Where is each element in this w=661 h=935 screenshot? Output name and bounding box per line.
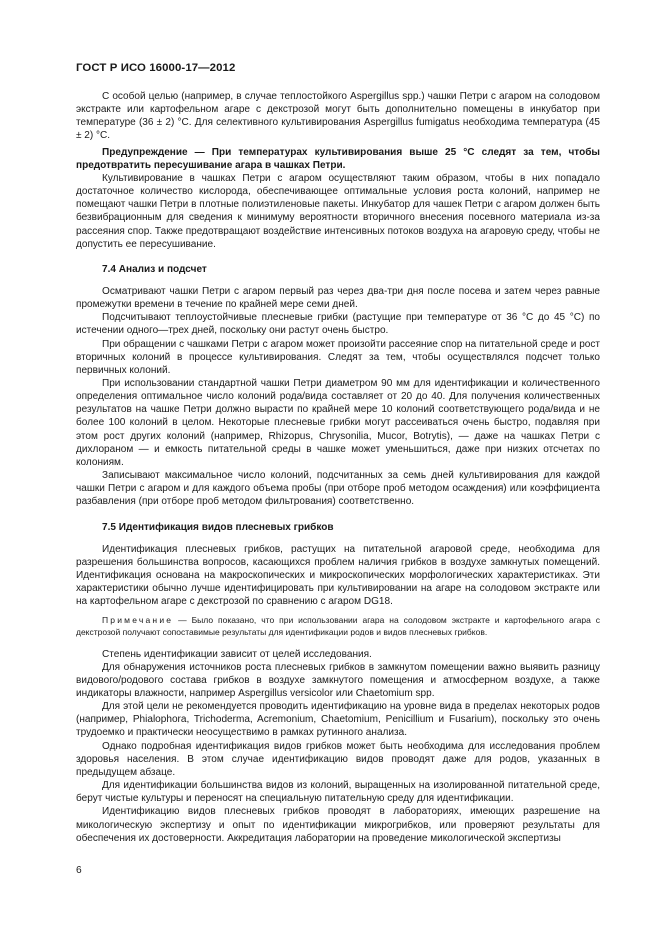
note-paragraph xyxy=(76,615,600,638)
paragraph-7-4-2: Подсчитывают теплоустойчивые плесневые грибки (растущие при температуре от 36 °С до 45 °С) по истечении одного—трех дней, поскольку они растут очень быстро. xyxy=(76,312,600,337)
paragraph-7-5-intro: Идентификация плесневых грибков, растущих на питательной агаровой среде, необходима для разрешения большинства вопросов, касающихся проблем наличия грибков в воздухе замкнутых помещений. Идентификация основана на макроскопических и микроскопических морфологических характеристиках. Эти характеристики обычно лучше идентифицировать при культивировании на агаре на солодовом экстракте или на картофельном агаре с декстрозой по сравнению с агаром DG18. xyxy=(76,543,600,608)
paragraph-7-4-3: При обращении с чашками Петри с агаром может произойти рассеяние спор на питательной среде и рост вторичных колоний в процессе культивирования. Следят за тем, чтобы осуществлялся подсчет только первичных колоний. xyxy=(76,338,600,376)
warning-paragraph: Предупреждение — При температурах культивирования выше 25 °С следят за тем, чтобы предотвратить пересушивание агара в чашках Петри. xyxy=(76,146,600,171)
paragraph-7-5-3: Для этой цели не рекомендуется проводить идентификацию на уровне вида в пределах некоторых родов (например, Phialophora, Trichoderma, Acremonium, Chaetomium, Penicillium и Fusarium), поскольку это очень трудоемко и практически неосуществимо в рамках рутинного анализа. xyxy=(76,701,600,739)
section-7-4-heading: 7.4 Анализ и подсчет xyxy=(102,263,207,275)
paragraph-special-purpose: С особой целью (например, в случае теплостойкого Aspergillus spp.) чашки Петри с агаром на солодовом экстракте или картофельном агаре с декстрозой могут быть дополнительно помещены в инкубатор при температуре (36 ± 2) °С. Для селективного культивирования Aspergillus fumigatus необходима температура (45 ± 2) °С. xyxy=(76,91,600,142)
paragraph-7-4-5: Записывают максимальное число колоний, подсчитанных за семь дней культивирования для каждой чашки Петри с агаром и для каждого объема пробы (при отборе проб методом осаждения) или коэффициента разбавления (при отборе проб методом фильтрования) соответственно. xyxy=(76,470,600,508)
paragraph-7-4-4: При использовании стандартной чашки Петри диаметром 90 мм для идентификации и количественного определения оптимальное число колоний рода/вида составляет от 20 до 40. Для получения количественных результатов на чашке Петри должно вырасти по крайней мере 10 колоний соответствующего рода/вида и не более 100 колоний в целом. Некоторые плесневые грибки могут рассеиваться очень быстро, подавляя при этом рост других колоний (например, Rhizopus, Chrysonilia, Mucor, Botrytis), — даже на чашках Петри с дихлораном — и емкость питательной среды в чашке может уменьшиться, даже при низких отсчетах по колониям. xyxy=(76,377,600,468)
paragraph-7-5-4: Однако подробная идентификация видов грибков может быть необходима для исследования проблем здоровья населения. В этом случае идентификацию видов проводят даже для родов, указанных в предыдущем абзаце. xyxy=(76,740,600,778)
paragraph-7-5-5: Для идентификации большинства видов из колоний, выращенных на изолированной питательной среде, берут чистые культуры и переносят на специальную питательную среду для идентификации. xyxy=(76,780,600,805)
document-header: ГОСТ Р ИСО 16000-17—2012 xyxy=(76,62,236,74)
document-body xyxy=(76,90,600,845)
note-text: — Было показано, что при использовании агара на солодовом экстракте и картофельного агара с декстрозой получают сопоставимые результаты для идентификации родов и видов плесневых грибков. xyxy=(76,615,600,637)
note-label: Примечание xyxy=(102,615,174,626)
paragraph-7-5-6: Идентификацию видов плесневых грибков проводят в лабораториях, имеющих разрешение на микологическую экспертизу и опыт по идентификации микрогрибков, или проверяют результаты для обеспечения их достоверности. Аккредитация лаборатории на проведение микологической экспертизы xyxy=(76,806,600,844)
paragraph-cultivation: Культивирование в чашках Петри с агаром осуществляют таким образом, чтобы в них попадало достаточное количество кислорода, обеспечивающее оптимальные условия роста колоний, например не помещают чашки Петри в плотные полиэтиленовые пакеты. Инкубатор для чашек Петри с агаром должен быть безвибрационным для сведения к минимуму вероятности вторичного внесения посевного материала из-за рассеяния спор. Также предотвращают воздействие интенсивных потоков воздуха на агаровую среду, чтобы не допустить ее пересушивание. xyxy=(76,172,600,250)
paragraph-7-5-1: Степень идентификации зависит от целей исследования. xyxy=(102,648,372,660)
paragraph-7-4-1: Осматривают чашки Петри с агаром первый раз через два-три дня после посева и затем через равные промежутки времени в течение по крайней мере семи дней. xyxy=(76,285,600,311)
page-number: 6 xyxy=(76,865,82,876)
section-7-5-heading: 7.5 Идентификация видов плесневых грибков xyxy=(102,521,334,533)
paragraph-7-5-2: Для обнаружения источников роста плесневых грибков в замкнутом помещении важно выявить разницу видового/родового состава грибков в воздухе замкнутого помещения и атмосферном воздухе, а также индикаторы влажности, например Aspergillus versicolor или Chaetomium spp. xyxy=(76,661,600,699)
